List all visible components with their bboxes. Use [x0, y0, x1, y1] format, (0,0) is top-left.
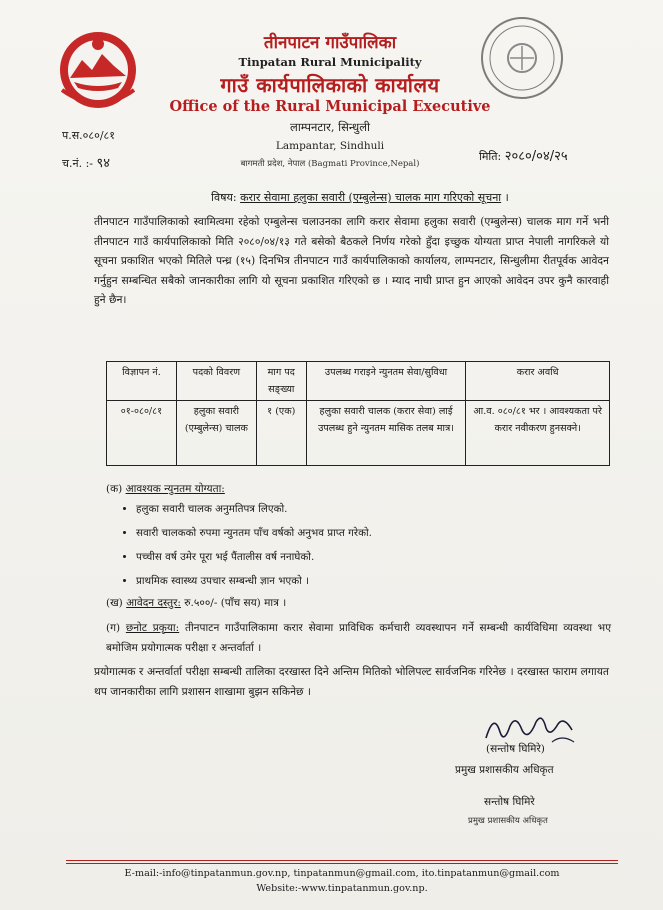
requirements-title: आवश्यक न्युनतम योग्यता: [125, 483, 225, 495]
requirements-label: (क) [106, 483, 123, 495]
province-line: बागमती प्रदेश, नेपाल (Bagmati Province,Nepal) [240, 159, 420, 169]
list-item: • सवारी चालकको रुपमा न्युनतम पाँच वर्षको अनुभव प्राप्त गरेको. [136, 521, 372, 545]
selection-process [106, 618, 611, 658]
letter-date [479, 146, 568, 164]
table-cell: ०१-०८०/८१ [107, 401, 177, 466]
subject-prefix: विषय: [211, 191, 237, 204]
stamp-name: सन्तोष घिमिरे [484, 796, 535, 808]
nepal-emblem-icon [48, 20, 148, 120]
table-header-row [107, 362, 610, 401]
date-value: २०८०/०४/२५ [504, 149, 568, 164]
dispatch-number [62, 153, 110, 171]
footer-divider [66, 860, 618, 861]
notice-paragraph: तीनपाटन गाउँपालिकाको स्वामित्वमा रहेको एम्बुलेन्स चलाउनका लागि करार सेवामा हलुका सवारी (एम्बुलेन्स) चालक माग गर्ने भनी तीनपाटन गाउँ कार्यपालिकाको मिति २०८०/०४/१३ गते बसेको बैठकले निर्णय गरेको हुँदा इच्छुक योग्यता प्राप्त नेपाली नागरिकले यो सूचना प्रकाशित भएको मितिले पन्ध्र (१५) दिनभित्र तीनपाटन गाउँ कार्यपालिकाको कार्यालय, लाम्पनटार, सिन्धुलीमा रीतपूर्वक आवेदन गर्नुहुन सम्बन्धित सबैको जानकारीका लागि यो सूचना प्रकाशित गरिएको छ । म्याद नाघी प्राप्त हुन आएको आवेदन उपर कुनै कारवाही हुने छैन। [94, 215, 609, 306]
vacancy-table [106, 361, 610, 466]
dispatch-label: च.नं. :- [62, 157, 94, 170]
table-row [107, 401, 610, 466]
requirements-heading [106, 482, 225, 496]
footer-website: Website:-www.tinpatanmun.gov.np. [256, 883, 428, 894]
subject-text: करार सेवामा हलुका सवारी (एम्बुलेन्स) चालक माग गरिएको सूचना [240, 191, 502, 204]
municipality-name-english: Tinpatan Rural Municipality [238, 55, 422, 69]
table-cell: आ.व. ०८०/८१ भर । आवश्यकता परे करार नवीकरण हुनसक्ने। [466, 401, 610, 466]
table-header-cell: उपलब्ध गराइने न्युनतम सेवा/सुविधा [306, 362, 466, 401]
table-header-cell: करार अवधि [466, 362, 610, 401]
list-item: • पच्चीस वर्ष उमेर पूरा भई पैंतालीस वर्ष ननाघेको. [136, 545, 372, 569]
letter-number: प.स.०८०/८१ [62, 129, 115, 142]
table-header-cell: पदको विवरण [176, 362, 256, 401]
subject-line [140, 190, 580, 205]
address-english: Lampantar, Sindhuli [275, 140, 385, 152]
address-nepali: लाम्पनटार, सिन्धुली [290, 120, 370, 134]
selection-text: तीनपाटन गाउँपालिकामा करार सेवामा प्राविधिक कर्मचारी व्यवस्थापन गर्ने सम्बन्धी कार्यविधिमा व्यवस्था भए बमोजिम प्रयोगात्मक परीक्षा र अन्तर्वार्ता । [106, 622, 611, 654]
table-header-cell: विज्ञापन नं. [107, 362, 177, 401]
footer-divider [66, 863, 618, 864]
signatory-name: (सन्तोष घिमिरे) [486, 743, 545, 755]
office-name-english: Office of the Rural Municipal Executive [169, 98, 491, 115]
table-cell: १ (एक) [256, 401, 306, 466]
selection-label: (ग) [106, 622, 121, 634]
signatory-title: प्रमुख प्रशासकीय अधिकृत [455, 764, 554, 776]
list-item: • हलुका सवारी चालक अनुमतिपत्र लिएको. [136, 497, 372, 521]
table-cell: हलुका सवारी चालक (करार सेवा) लाई उपलब्ध हुने न्युनतम मासिक तलब मात्र। [306, 401, 466, 466]
selection-heading: छनोट प्रकृया: [125, 622, 180, 634]
fee-text: रु.५००/- (पाँच सय) मात्र । [184, 597, 287, 609]
application-fee [106, 596, 286, 610]
stamp-title: प्रमुख प्रशासकीय अधिकृत [468, 816, 548, 826]
table-cell: हलुका सवारी (एम्बुलेन्स) चालक [176, 401, 256, 466]
fee-heading: आवेदन दस्तुर: [126, 597, 181, 609]
list-item: • प्राथमिक स्वास्थ्य उपचार सम्बन्धी ज्ञान भएको । [136, 569, 372, 593]
subject-suffix: । [504, 191, 509, 204]
municipality-name-nepali: तीनपाटन गाउँपालिका [263, 33, 397, 53]
date-label: मिति: [479, 150, 502, 163]
table-header-cell: माग पद सङ्ख्या [256, 362, 306, 401]
office-name-nepali: गाउँ कार्यपालिकाको कार्यालय [220, 73, 440, 97]
footer-email: E-mail:-info@tinpatanmun.gov.np, tinpatanmun@gmail.com, ito.tinpatanmun@gmail.com [124, 868, 560, 879]
dispatch-value: ९४ [96, 156, 111, 171]
closing-paragraph: प्रयोगात्मक र अन्तर्वार्ता परीक्षा सम्बन्धी तालिका दरखास्त दिने अन्तिम मितिको भोलिपल्ट सार्वजनिक गरिनेछ । दरखास्त फाराम लगायत थप जानकारीका लागि प्रशासन शाखामा बुझन सकिनेछ । [94, 665, 609, 698]
fee-label: (ख) [106, 597, 123, 609]
requirements-list [118, 497, 372, 593]
